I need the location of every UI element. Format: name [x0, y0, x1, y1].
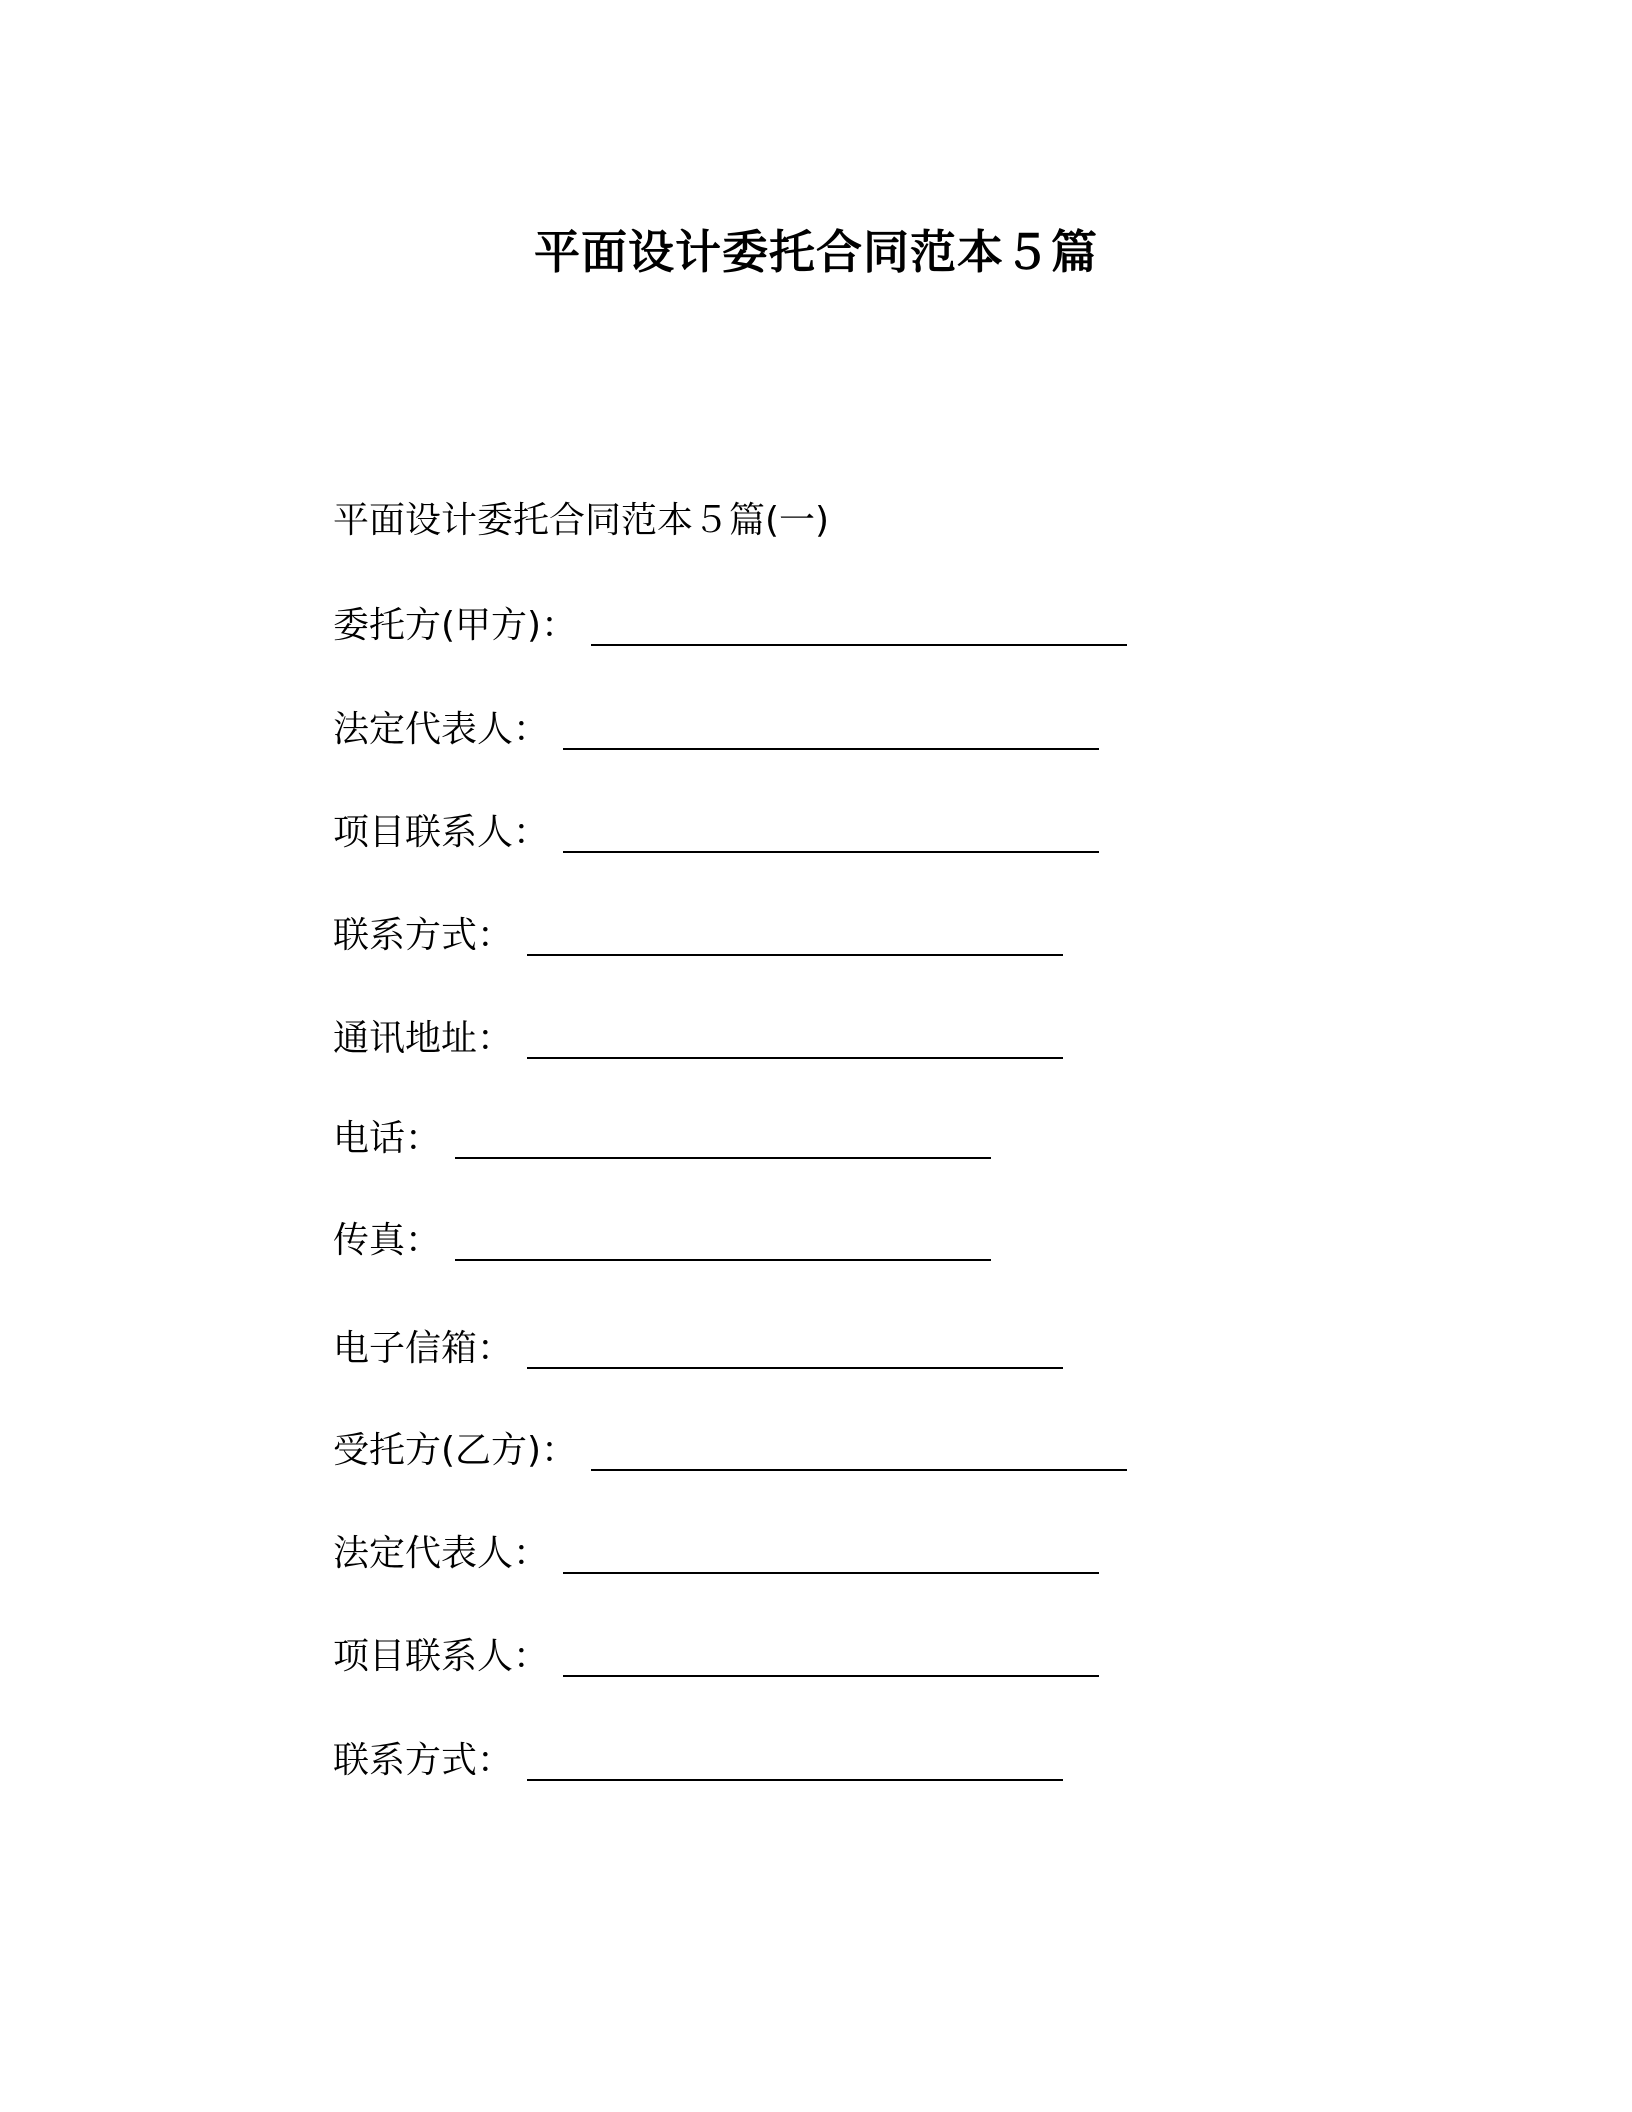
- field-fax: [333, 1215, 991, 1267]
- field-contact-method: [333, 910, 1063, 962]
- field-legal-representative-b: [333, 1528, 1099, 1580]
- field-label: 电子信箱：: [333, 1328, 514, 1369]
- field-label: 传真：: [333, 1220, 442, 1261]
- field-project-contact: [333, 807, 1099, 859]
- field-label: 受托方(乙方)：: [333, 1430, 578, 1471]
- blank-underline: [563, 851, 1099, 853]
- field-label: 电话：: [333, 1118, 442, 1159]
- field-phone: [333, 1113, 991, 1165]
- document-title: 平面设计委托合同范本５篇: [534, 225, 1098, 279]
- field-project-contact-b: [333, 1631, 1099, 1683]
- blank-underline: [527, 954, 1063, 956]
- field-label: 项目联系人：: [333, 812, 550, 853]
- blank-underline: [455, 1157, 991, 1159]
- field-label: 法定代表人：: [333, 709, 550, 750]
- blank-underline: [591, 644, 1127, 646]
- blank-underline: [527, 1779, 1063, 1781]
- field-email: [333, 1323, 1063, 1375]
- blank-underline: [591, 1469, 1127, 1471]
- field-mailing-address: [333, 1013, 1063, 1065]
- section-heading: 平面设计委托合同范本５篇(一): [333, 500, 830, 541]
- field-label: 通讯地址：: [333, 1018, 514, 1059]
- blank-underline: [563, 1572, 1099, 1574]
- field-contractor-party: [333, 1425, 1127, 1477]
- blank-underline: [563, 1675, 1099, 1677]
- field-label: 法定代表人：: [333, 1533, 550, 1574]
- blank-underline: [455, 1259, 991, 1261]
- field-contact-method-b: [333, 1735, 1063, 1787]
- field-client-party: [333, 600, 1127, 652]
- blank-underline: [563, 748, 1099, 750]
- blank-underline: [527, 1057, 1063, 1059]
- field-label: 项目联系人：: [333, 1636, 550, 1677]
- field-label: 联系方式：: [333, 1740, 514, 1781]
- blank-underline: [527, 1367, 1063, 1369]
- field-label: 联系方式：: [333, 915, 514, 956]
- field-label: 委托方(甲方)：: [333, 605, 578, 646]
- field-legal-representative: [333, 704, 1099, 756]
